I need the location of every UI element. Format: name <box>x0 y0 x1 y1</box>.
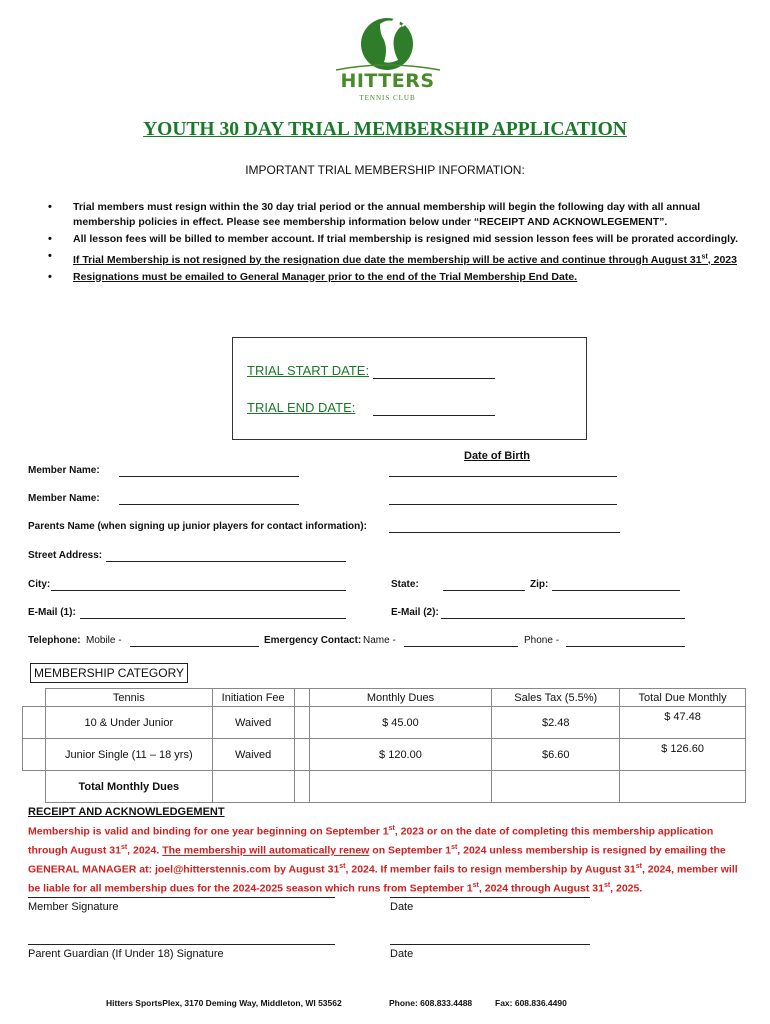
header-initiation: Initiation Fee <box>212 689 294 707</box>
bullet-item: • If Trial Membership is not resigned by the resignation due date the membership will be active and continue through August 31st, 2023 <box>48 249 748 268</box>
member-name-field-2[interactable] <box>119 504 299 505</box>
select-checkbox[interactable] <box>23 707 46 739</box>
member-signature-label: Member Signature <box>28 901 119 913</box>
parent-date-label: Date <box>390 948 414 960</box>
logo-subtitle: TENNIS CLUB <box>359 94 416 102</box>
receipt-heading: RECEIPT AND ACKNOWLEDGEMENT <box>28 806 225 818</box>
info-heading: IMPORTANT TRIAL MEMBERSHIP INFORMATION: <box>245 163 525 177</box>
page-title: YOUTH 30 DAY TRIAL MEMBERSHIP APPLICATION <box>143 119 627 140</box>
dob-field-2[interactable] <box>389 504 617 505</box>
header-tennis: Tennis <box>45 689 212 707</box>
emergency-name-label: Name - <box>363 635 396 646</box>
trial-start-label: TRIAL START DATE: <box>247 363 370 378</box>
mobile-field[interactable] <box>130 646 259 647</box>
trial-end-field[interactable] <box>373 415 495 416</box>
email1-label: E-Mail (1): <box>28 607 76 618</box>
email2-label: E-Mail (2): <box>391 607 439 618</box>
parent-date-line[interactable] <box>390 944 590 945</box>
select-checkbox[interactable] <box>23 739 46 771</box>
dob-heading: Date of Birth <box>464 450 530 462</box>
email1-field[interactable] <box>80 618 346 619</box>
footer-phone: Phone: 608.833.4488 <box>389 998 473 1008</box>
member-name-label: Member Name: <box>28 465 100 476</box>
bullet-item: • Resignations must be emailed to General Manager prior to the end of the Trial Membership End Date. <box>48 270 748 285</box>
hitters-logo <box>330 14 445 106</box>
tennis-player-icon <box>330 14 445 74</box>
trial-dates-box <box>232 337 587 440</box>
city-field[interactable] <box>51 590 346 591</box>
emergency-name-field[interactable] <box>404 646 518 647</box>
member-signature-line[interactable] <box>28 897 335 898</box>
city-label: City: <box>28 579 51 590</box>
emergency-phone-label: Phone - <box>524 635 560 646</box>
dob-field-1[interactable] <box>389 476 617 477</box>
table-row: 10 & Under Junior Waived $ 45.00 $2.48 $ 47.48 <box>23 707 746 739</box>
fee-table <box>22 688 746 803</box>
state-field[interactable] <box>443 590 525 591</box>
zip-field[interactable] <box>552 590 680 591</box>
street-label: Street Address: <box>28 550 103 561</box>
emergency-contact-label: Emergency Contact: <box>264 635 362 646</box>
info-bullets <box>48 200 748 287</box>
trial-start-field[interactable] <box>373 378 495 379</box>
parents-name-label: Parents Name (when signing up junior players for contact information): <box>28 521 367 532</box>
mobile-label: Mobile - <box>86 635 122 646</box>
table-row: Junior Single (11 – 18 yrs) Waived $ 120.00 $6.60 $ 126.60 <box>23 739 746 771</box>
parent-signature-label: Parent Guardian (If Under 18) Signature <box>28 948 224 960</box>
receipt-text: Membership is valid and binding for one year beginning on September 1st, 2023 or on the date of completing this membership application through August 31st, 2024. The membership will automatically renew on September 1st, 2024 unless membership is resigned by emailing the GENERAL MANAGER at: joel@hitterstennis.com by August 31st, 2024. If member fails to resign membership by August 31st, 2024, member will be liable for all membership dues for the 2024-2025 season which runs from September 1st, 2024 through August 31st, 2025. <box>28 825 738 895</box>
bullet-item: • Trial members must resign within the 30 day trial period or the annual membership will begin the following day with all annual membership policies in effect. Please see membership information below under “RECEIPT AND ACKNOWLEGEMENT”. <box>48 200 748 230</box>
parents-name-field[interactable] <box>389 532 620 533</box>
header-tax: Sales Tax (5.5%) <box>492 689 620 707</box>
member-name-field-1[interactable] <box>119 476 299 477</box>
member-date-line[interactable] <box>390 897 590 898</box>
email2-field[interactable] <box>441 618 685 619</box>
total-monthly-field[interactable] <box>620 771 746 803</box>
footer-fax: Fax: 608.836.4490 <box>495 998 567 1008</box>
footer-address: Hitters SportsPlex, 3170 Deming Way, Middleton, WI 53562 <box>106 998 342 1008</box>
member-date-label: Date <box>390 901 414 913</box>
table-row <box>23 771 746 803</box>
emergency-phone-field[interactable] <box>566 646 685 647</box>
bullet-item: • All lesson fees will be billed to member account. If trial membership is resigned mid session lesson fees will be prorated accordingly. <box>48 232 748 247</box>
trial-end-label: TRIAL END DATE: <box>247 400 356 415</box>
zip-label: Zip: <box>530 579 549 590</box>
street-field[interactable] <box>106 561 346 562</box>
state-label: State: <box>391 579 419 590</box>
header-total: Total Due Monthly <box>620 689 746 707</box>
membership-category-heading: MEMBERSHIP CATEGORY <box>30 663 188 683</box>
parent-signature-line[interactable] <box>28 944 335 945</box>
header-monthly: Monthly Dues <box>309 689 492 707</box>
total-monthly-label: Total Monthly Dues <box>45 771 212 803</box>
logo-word: HITTERS <box>340 70 435 92</box>
member-name-label: Member Name: <box>28 493 100 504</box>
telephone-label: Telephone: <box>28 635 81 646</box>
